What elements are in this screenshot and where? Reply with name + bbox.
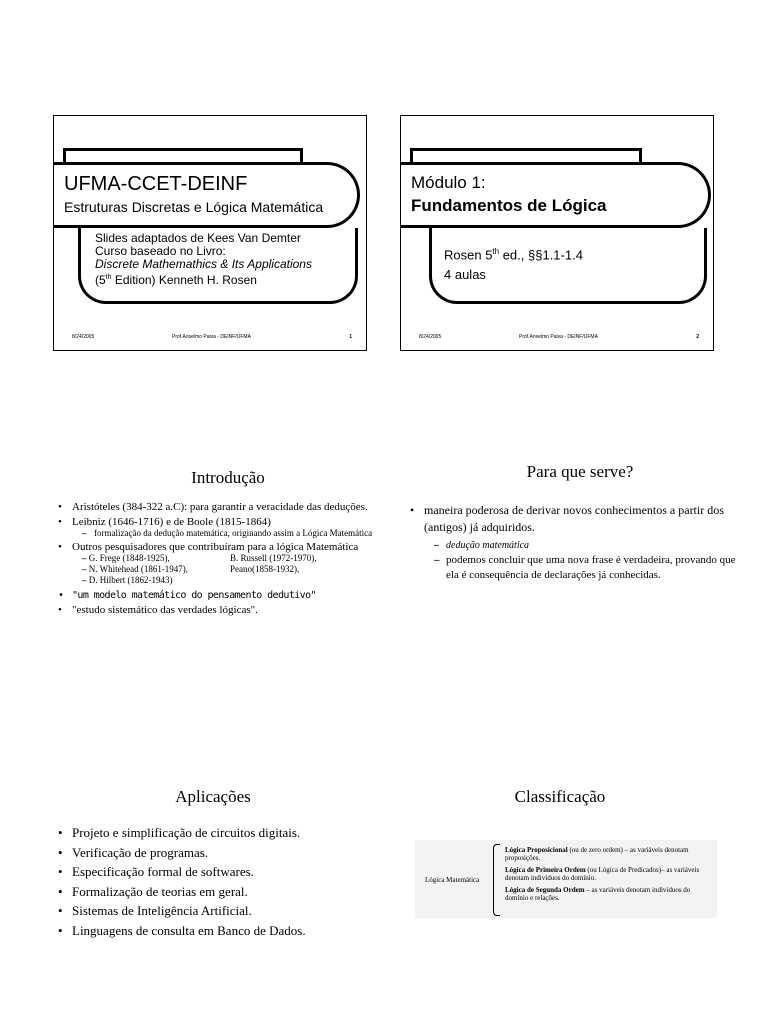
body-line: Discrete Mathemathics & Its Applications bbox=[95, 257, 312, 271]
classification-diagram bbox=[415, 840, 717, 918]
sub-bullet: – podemos concluir que uma nova frase é verdadeira, provando que ela é consequência de declarações já conhecidas. bbox=[434, 553, 750, 583]
intro-panel bbox=[58, 468, 398, 620]
footer-page: 1 bbox=[349, 334, 352, 340]
person: Peano(1858-1932), bbox=[230, 564, 300, 574]
slide-title: Módulo 1: bbox=[411, 173, 486, 192]
body-line: Rosen 5th ed., §§1.1-1.4 bbox=[444, 247, 583, 263]
slide-title: UFMA-CCET-DEINF bbox=[64, 173, 248, 195]
panel-title: Aplicações bbox=[175, 787, 251, 806]
classification-root: Lógica Matemática bbox=[425, 876, 480, 884]
body-line: 4 aulas bbox=[444, 267, 486, 283]
bullet: • Sistemas de Inteligência Artificial. bbox=[58, 901, 358, 921]
person: – D. Hilbert (1862-1943) bbox=[82, 575, 173, 585]
aplic-panel bbox=[58, 787, 398, 940]
footer-author: Prof.Anselmo Paiva - DEINF/UFMA bbox=[172, 334, 251, 340]
title-capsule bbox=[54, 162, 360, 228]
bullet: • Leibniz (1646-1716) e de Boole (1815-1864) – formalização da dedução matemática, originando assim a Lógica Matemática bbox=[58, 517, 398, 538]
panel-title: Classificação bbox=[514, 787, 606, 806]
person: – N. Whitehead (1861-1947), bbox=[82, 564, 189, 574]
sub-bullet: – formalização da dedução matemática, originando assim a Lógica Matemática bbox=[82, 529, 398, 538]
serve-panel bbox=[410, 462, 750, 583]
bullet: • Outros pesquisadores que contribuíram para a lógica Matemática – G. Frege (1848-1925), B. Russell (1972-1970), – N. Whitehead (1861-1947), Peano(1858-1932), – D. Hilbert (1862-1943) bbox=[58, 542, 398, 586]
classif-panel bbox=[405, 787, 745, 807]
person: B. Russell (1972-1970), bbox=[230, 553, 317, 563]
slide-footer bbox=[54, 334, 366, 344]
slide-2 bbox=[400, 115, 714, 351]
brace-icon bbox=[493, 844, 500, 916]
slide-body bbox=[429, 228, 707, 304]
bullet: • Aristóteles (384-322 a.C): para garantir a veracidade das deduções. bbox=[58, 502, 398, 513]
slide-subtitle: Fundamentos de Lógica bbox=[411, 196, 607, 215]
classification-item: Lógica de Primeira Ordem (ou Lógica de Predicados)– as variáveis denotam indivíduos do domínio. bbox=[505, 866, 700, 882]
bullet: • "estudo sistemático das verdades lógicas". bbox=[58, 605, 398, 616]
body-line: Curso baseado no Livro: bbox=[95, 244, 226, 258]
bullet: • Especificação formal de softwares. bbox=[58, 862, 358, 882]
person: – G. Frege (1848-1925), bbox=[82, 553, 170, 563]
bullet: • Formalização de teorias em geral. bbox=[58, 882, 358, 902]
footer-date: 8/24/2005 bbox=[72, 334, 95, 340]
bullet: • maneira poderosa de derivar novos conhecimentos a partir dos (antigos) já adquiridos. – dedução matemática – podemos concluir que uma nova frase é verdadeira, provando que ela é consequência de declarações já conhecidas. bbox=[410, 502, 750, 583]
footer-date: 8/24/2005 bbox=[419, 334, 442, 340]
classification-item: Lógica Proposicional (ou de zero ordem) – as variáveis denotam proposições. bbox=[505, 846, 689, 862]
bullet: • Projeto e simplificação de circuitos digitais. bbox=[58, 823, 358, 843]
body-line: (5th Edition) Kenneth H. Rosen bbox=[95, 273, 257, 287]
slide-1 bbox=[53, 115, 367, 351]
panel-title: Introdução bbox=[191, 468, 265, 487]
sub-bullet: – dedução matemática bbox=[434, 538, 750, 553]
bullet: • Linguagens de consulta em Banco de Dados. bbox=[58, 921, 358, 941]
slide-body bbox=[78, 228, 358, 304]
bullet: • Verificação de programas. bbox=[58, 843, 358, 863]
body-line: Slides adaptados de Kees Van Demter bbox=[95, 231, 301, 245]
title-capsule bbox=[401, 162, 711, 228]
classification-item: Lógica de Segunda Ordem – as variáveis denotam indivíduos do domínio e relações. bbox=[505, 886, 691, 902]
footer-author: Prof.Anselmo Paiva - DEINF/UFMA bbox=[519, 334, 598, 340]
slide-footer bbox=[401, 334, 713, 344]
footer-page: 2 bbox=[696, 334, 699, 340]
slide-subtitle: Estruturas Discretas e Lógica Matemática bbox=[64, 199, 324, 215]
panel-title: Para que serve? bbox=[526, 462, 634, 481]
bullet: • "um modelo matemático do pensamento dedutivo" bbox=[58, 590, 398, 601]
people-list bbox=[82, 553, 398, 586]
